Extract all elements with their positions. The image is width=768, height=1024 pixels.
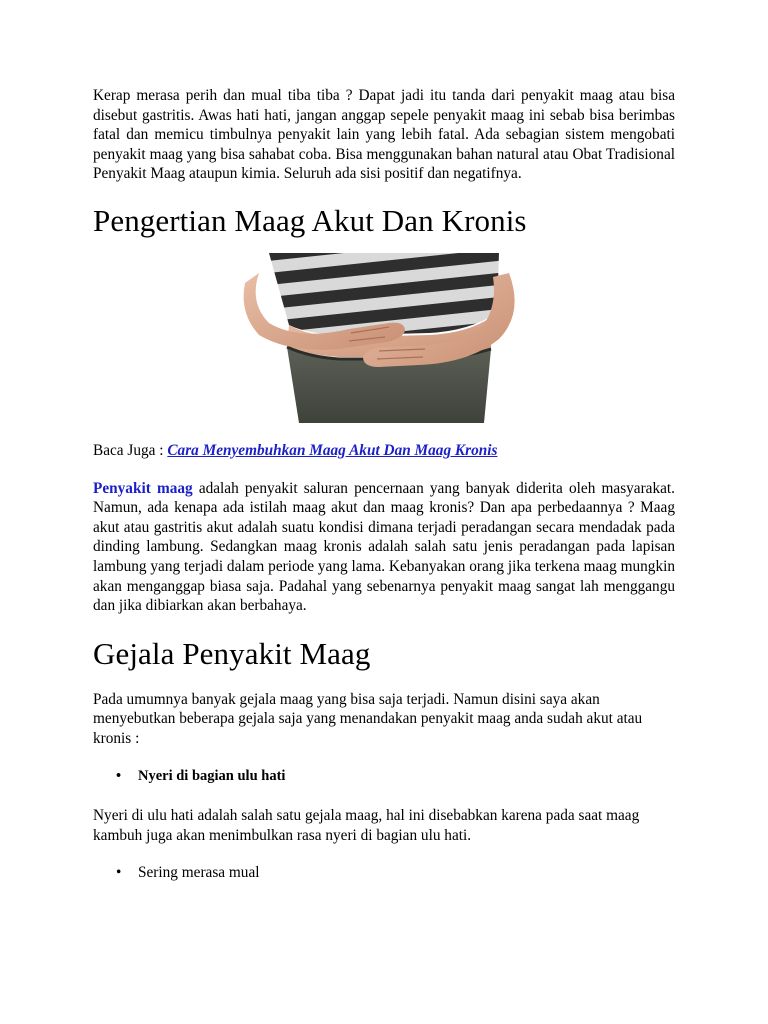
baca-juga-prefix: Baca Juga :: [93, 441, 168, 459]
symptom-label: Sering merasa mual: [138, 864, 260, 882]
gejala-intro-paragraph: Pada umumnya banyak gejala maag yang bisa saja terjadi. Namun disini saya akan menyebutkan beberapa gejala saja yang menandakan penyakit maag anda sudah akut atau kronis :: [93, 690, 643, 747]
bullet-icon: •: [116, 767, 122, 784]
intro-paragraph: Kerap merasa perih dan mual tiba tiba ? Dapat jadi itu tanda dari penyakit maag atau bisa disebut gastritis. Awas hati hati, jangan anggap sepele penyakit maag ini sebab bisa berimbas fatal dan memicu timbulnya penyakit lain yang lebih fatal. Ada sebagian sistem mengobati penyakit maag yang bisa sahabat coba. Bisa menggunakan bahan natural atau Obat Tradisional Penyakit Maag ataupun kimia. Seluruh ada sisi positif dan negatifnya.: [93, 87, 675, 183]
list-item: [93, 863, 675, 883]
document-page: [93, 86, 675, 883]
symptom-list-2: [93, 863, 675, 883]
symptom-list-1: [93, 767, 675, 787]
baca-juga-line: [93, 441, 675, 461]
baca-juga-link[interactable]: Cara Menyembuhkan Maag Akut Dan Maag Kronis: [167, 441, 498, 459]
heading-gejala: Gejala Penyakit Maag: [93, 635, 371, 671]
symptom-label: Nyeri di bagian ulu hati: [138, 767, 286, 784]
ulu-hati-paragraph: Nyeri di ulu hati adalah salah satu gejala maag, hal ini disebabkan karena pada saat maag kambuh juga akan menimbulkan rasa nyeri di bagian ulu hati.: [93, 807, 640, 844]
penyakit-maag-link[interactable]: Penyakit maag: [93, 479, 193, 497]
stomach-ache-photo: [229, 253, 540, 423]
definition-text: adalah penyakit saluran pencernaan yang banyak diderita oleh masyarakat. Namun, ada kenapa ada istilah maag akut dan maag kronis? Dan apa perbedaannya ? Maag akut atau gastritis akut adalah suatu kondisi dimana terjadi peradangan secara mendadak pada dinding lambung. Sedangkan maag kronis adalah salah satu jenis peradangan pada lapisan lambung yang terjadi dalam periode yang lama. Kebanyakan orang jika terkena maag mungkin akan menganggap biasa saja. Padahal yang sebenarnya penyakit maag sangat lah menggangu dan jika dibiarkan akan berbahaya.: [93, 479, 675, 615]
bullet-icon: •: [116, 864, 122, 882]
definition-paragraph: [93, 479, 675, 616]
heading-pengertian: Pengertian Maag Akut Dan Kronis: [93, 202, 527, 238]
list-item: [93, 767, 675, 787]
